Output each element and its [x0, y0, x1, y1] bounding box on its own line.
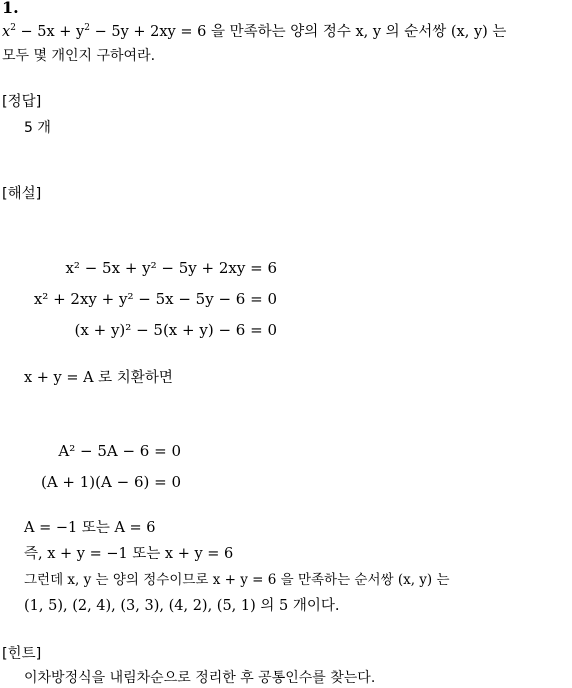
hint-text: 이차방정식을 내림차순으로 정리한 후 공통인수를 찾는다.: [24, 670, 376, 686]
solution-substitution-text: x + y = A 로 치환하면: [24, 370, 173, 386]
solution-equation-1: x² − 5x + y² − 5y + 2xy = 6: [65, 259, 277, 277]
answer-value: 5 개: [24, 120, 51, 136]
solution-equation-4: A² − 5A − 6 = 0: [58, 442, 181, 460]
solution-header: [해설]: [2, 186, 42, 202]
problem-term-rest: − 5y + 2xy = 6 을 만족하는 양의 정수 x, y 의 순서쌍 (x, y) 는: [94, 24, 507, 40]
solution-equation-5: (A + 1)(A − 6) = 0: [40, 473, 181, 491]
problem-statement-line2: 모두 몇 개인지 구하여라.: [2, 48, 156, 64]
problem-number: 1.: [2, 0, 19, 17]
problem-exp-2: 2: [84, 23, 90, 33]
solution-result-3: 그런데 x, y 는 양의 정수이므로 x + y = 6 을 만족하는 순서쌍 (x, y) 는: [24, 572, 450, 588]
problem-term-x: x: [2, 24, 11, 40]
hint-header: [힌트]: [2, 646, 42, 662]
problem-term-mid: − 5x + y: [20, 24, 85, 40]
solution-result-1: A = −1 또는 A = 6: [24, 520, 156, 536]
solution-result-4: (1, 5), (2, 4), (3, 3), (4, 2), (5, 1) 의 5 개이다.: [24, 598, 340, 614]
solution-equation-3: (x + y)² − 5(x + y) − 6 = 0: [74, 321, 277, 339]
solution-result-2: 즉, x + y = −1 또는 x + y = 6: [24, 546, 234, 562]
problem-exp-1: 2: [10, 23, 16, 33]
answer-header: [정답]: [2, 94, 42, 110]
problem-statement-line1: [2, 24, 506, 41]
solution-equation-2: x² + 2xy + y² − 5x − 5y − 6 = 0: [33, 290, 277, 308]
